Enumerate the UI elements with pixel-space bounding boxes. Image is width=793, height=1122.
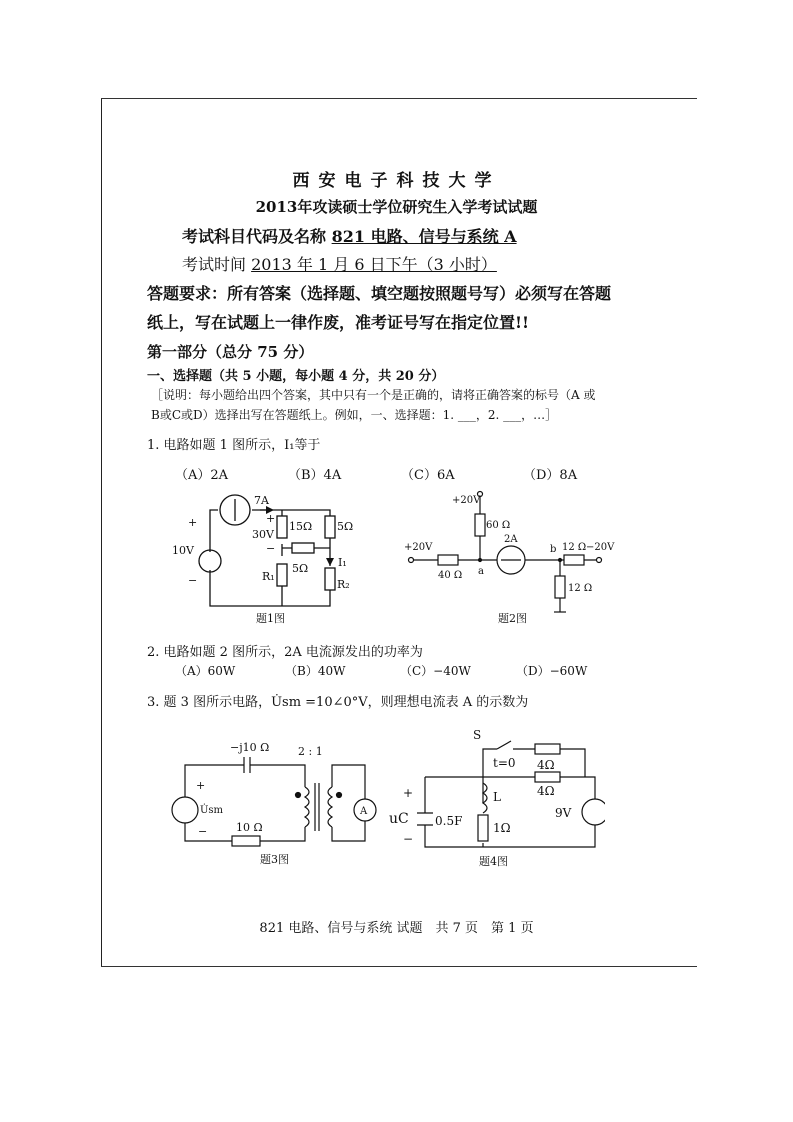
fig2-label-top-v: +20V bbox=[452, 495, 481, 506]
fig3-dot-primary bbox=[296, 793, 301, 798]
fig1-i1-arrow bbox=[326, 558, 334, 566]
question-text: 题 3 图所示电路，U̇sm =10∠0°V，则理想电流表 A 的示数为 bbox=[163, 695, 529, 710]
fig1-resistor-5a bbox=[325, 516, 335, 538]
page-footer: 821 电路、信号与系统 试题 共 7 页 第 1 页 bbox=[259, 921, 534, 936]
fig4-label-l: L bbox=[493, 790, 501, 804]
fig1-label-minus2: − bbox=[266, 542, 276, 555]
fig4-caption: 题4图 bbox=[479, 855, 508, 868]
fig1-label-plus2: + bbox=[266, 512, 276, 525]
fig3-label-ratio: 2 : 1 bbox=[298, 745, 323, 758]
q2-option-c: （C）−40W bbox=[400, 664, 471, 678]
time-value: 2013 年 1 月 6 日下午（3 小时） bbox=[251, 255, 497, 274]
fig3-label-usm: U̇sm bbox=[200, 805, 224, 816]
fig4-label-9v: 9V bbox=[555, 806, 572, 820]
fig1-label-30v: 30V bbox=[252, 528, 274, 541]
figure-2-circuit bbox=[400, 486, 630, 626]
fig2-resistor-40 bbox=[438, 555, 458, 565]
subject-label: 考试科目代码及名称 bbox=[182, 227, 327, 246]
fig4-label-minus: − bbox=[403, 832, 414, 846]
question-3 bbox=[147, 691, 528, 710]
fig1-caption: 题1图 bbox=[256, 612, 285, 625]
fig1-resistor-r1 bbox=[277, 564, 287, 586]
fig4-voltage-source bbox=[582, 799, 605, 825]
figure-1-circuit bbox=[170, 486, 370, 626]
q1-option-c: （C）6A bbox=[401, 468, 455, 483]
fig3-caption: 题3图 bbox=[260, 853, 289, 866]
requirements-line-2: 纸上，写在试题上一律作废，准考证号写在指定位置!! bbox=[147, 313, 530, 332]
fig2-label-2a: 2A bbox=[504, 534, 518, 545]
fig4-inductor bbox=[483, 783, 487, 813]
fig2-caption: 题2图 bbox=[498, 612, 527, 625]
subject-value: 821 电路、信号与系统 A bbox=[331, 227, 517, 246]
fig2-label-a: a bbox=[478, 566, 484, 577]
fig1-label-5ohm-b: 5Ω bbox=[292, 562, 309, 575]
note-line-1: ［说明：每小题给出四个答案，其中只有一个是正确的，请将正确答案的标号（A 或 bbox=[151, 388, 596, 402]
fig3-primary-coil bbox=[305, 787, 309, 827]
fig2-resistor-12b bbox=[555, 576, 565, 598]
fig1-label-minus: − bbox=[188, 574, 198, 587]
question-text: 电路如题 2 图所示，2A 电流源发出的功率为 bbox=[163, 645, 423, 660]
question-number: 1. bbox=[147, 438, 160, 453]
fig1-label-7a: 7A bbox=[254, 494, 269, 507]
requirements bbox=[147, 279, 611, 337]
page-frame-bottom bbox=[101, 966, 697, 967]
fig3-capacitor bbox=[244, 757, 250, 773]
fig1-label-5ohm-a: 5Ω bbox=[337, 520, 354, 533]
fig1-resistor-r2 bbox=[325, 568, 335, 590]
university-name: 西安电子科技大学 bbox=[292, 171, 501, 191]
fig3-voltage-source bbox=[172, 797, 198, 823]
exam-time-line bbox=[182, 252, 497, 275]
section-note bbox=[151, 385, 595, 425]
fig2-label-b: b bbox=[550, 544, 557, 555]
question-number: 2. bbox=[147, 645, 160, 660]
fig2-label-right-v: −20V bbox=[586, 542, 615, 553]
fig2-resistor-12a bbox=[564, 555, 584, 565]
q2-option-d: （D）−60W bbox=[516, 664, 588, 678]
question-1 bbox=[147, 434, 320, 453]
fig2-terminal-right bbox=[597, 558, 602, 563]
q1-option-d: （D）8A bbox=[523, 468, 578, 483]
fig2-node-b bbox=[559, 559, 562, 562]
fig1-label-15ohm: 15Ω bbox=[289, 520, 313, 533]
fig2-label-60ohm: 60 Ω bbox=[486, 520, 511, 531]
question-2 bbox=[147, 641, 423, 660]
fig1-label-i1: I₁ bbox=[338, 556, 347, 569]
fig1-label-10v: 10V bbox=[172, 544, 194, 557]
time-label: 考试时间 bbox=[182, 255, 247, 274]
page-frame-top bbox=[101, 98, 697, 99]
q1-option-a: （A）2A bbox=[175, 468, 229, 483]
fig3-core bbox=[315, 783, 319, 831]
fig3-label-cap: −j10 Ω bbox=[230, 741, 270, 754]
fig3-secondary-coil bbox=[328, 787, 332, 827]
question-text: 电路如题 1 图所示，I₁等于 bbox=[163, 438, 321, 453]
fig4-label-t0: t=0 bbox=[493, 756, 516, 770]
fig2-label-40ohm: 40 Ω bbox=[438, 570, 463, 581]
q1-option-b: （B）4A bbox=[288, 468, 342, 483]
fig4-label-cap: 0.5F bbox=[435, 814, 463, 828]
fig4-resistor-1 bbox=[478, 815, 488, 841]
fig3-label-ammeter: A bbox=[360, 806, 368, 817]
part-title: 第一部分（总分 75 分） bbox=[147, 343, 314, 361]
fig4-label-4ohm-a: 4Ω bbox=[537, 758, 555, 772]
fig4-label-s: S bbox=[473, 728, 482, 742]
fig4-label-uc: uC bbox=[389, 811, 409, 827]
fig1-label-r2: R₂ bbox=[337, 578, 350, 591]
fig1-voltage-source bbox=[199, 550, 221, 572]
fig3-resistor-10 bbox=[232, 836, 260, 846]
fig4-resistor-4a bbox=[535, 744, 560, 754]
subject-line bbox=[182, 224, 517, 247]
fig1-label-plus: + bbox=[188, 516, 198, 529]
fig1-label-r1: R₁ bbox=[262, 570, 275, 583]
exam-title: 2013年攻读硕士学位研究生入学考试试题 bbox=[255, 198, 538, 216]
fig4-label-4ohm-b: 4Ω bbox=[537, 784, 555, 798]
fig4-capacitor bbox=[417, 813, 433, 825]
fig2-label-12ohm-a: 12 Ω bbox=[562, 542, 587, 553]
fig2-wires bbox=[414, 496, 596, 612]
fig2-label-left-v: +20V bbox=[404, 542, 433, 553]
fig3-label-minus: − bbox=[198, 825, 208, 838]
fig3-dot-secondary bbox=[337, 793, 342, 798]
figure-4-circuit bbox=[385, 725, 605, 870]
fig3-label-plus: + bbox=[196, 779, 206, 792]
fig4-label-plus: + bbox=[403, 786, 414, 800]
q2-option-b: （B）40W bbox=[285, 664, 346, 678]
fig1-resistor-5b bbox=[292, 543, 314, 553]
fig2-label-12ohm-b: 12 Ω bbox=[568, 583, 593, 594]
section-title: 一、选择题（共 5 小题，每小题 4 分，共 20 分） bbox=[147, 369, 445, 384]
fig4-resistor-4b bbox=[535, 772, 560, 782]
fig3-secondary-wires bbox=[332, 765, 365, 841]
page-frame-left bbox=[101, 98, 102, 966]
fig1-resistor-15 bbox=[277, 516, 287, 538]
question-number: 3. bbox=[147, 695, 160, 710]
fig4-label-1ohm: 1Ω bbox=[493, 821, 511, 835]
q2-option-a: （A）60W bbox=[175, 664, 236, 678]
fig2-terminal-left bbox=[409, 558, 414, 563]
figure-3-circuit bbox=[160, 735, 390, 870]
fig2-resistor-60 bbox=[475, 514, 485, 536]
fig3-label-10ohm: 10 Ω bbox=[236, 821, 263, 834]
requirements-line-1: 答题要求：所有答案（选择题、填空题按照题号写）必须写在答题 bbox=[147, 284, 612, 303]
fig2-node-a bbox=[479, 559, 482, 562]
note-line-2: B或C或D）选择出写在答题纸上。例如，一、选择题：1. ___，2. ___，…］ bbox=[151, 408, 558, 422]
